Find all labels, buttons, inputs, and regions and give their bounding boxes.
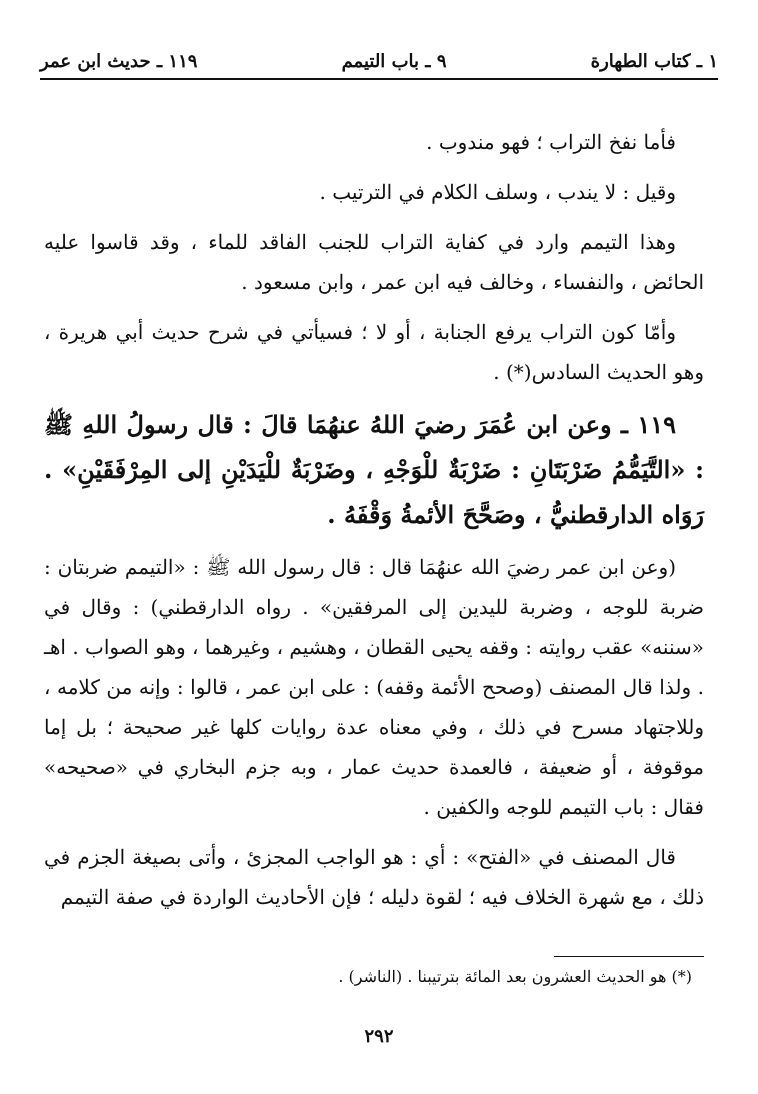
- paragraph: وأمّا كون التراب يرفع الجنابة ، أو لا ؛ فسيأتي في شرح حديث أبي هريرة ، وهو الحديث السادس(*) .: [44, 320, 704, 384]
- paragraph: وهذا التيمم وارد في كفاية التراب للجنب الفاقد للماء ، وقد قاسوا عليه الحائض ، والنفساء ، وخالف فيه ابن عمر ، وابن مسعود .: [44, 230, 704, 294]
- paragraph: فأما نفخ التراب ؛ فهو مندوب .: [426, 130, 676, 154]
- commentary-paragraph: (وعن ابن عمر رضيَ الله عنهُمَا قال : قال رسول الله ﷺ : «التيمم ضربتان : ضربة للوجه ، وضربة لليدين إلى المرفقين» . رواه الدارقطني) : وقال في «سننه» عقب روايته : وقفه يحيى القطان ، وهشيم ، وغيرهما ، وهو الصواب . اهـ . ولذا قال المصنف (وصحح الأئمة وقفه) : على ابن عمر ، قالوا : وإنه من كلامه ، وللاجتهاد مسرح في ذلك ، وفي معناه عدة روايات كلها غير صحيحة ؛ بل إما موقوفة ، أو ضعيفة ، فالعمدة حديث عمار ، وبه جزم البخاري في «صحيحه» فقال : باب التيمم للوجه والكفين .: [44, 555, 704, 819]
- commentary-paragraph: قال المصنف في «الفتح» : أي : هو الواجب المجزئ ، وأتى بصيغة الجزم في ذلك ، مع شهرة الخلاف فيه ؛ لقوة دليله ؛ فإن الأحاديث الواردة في صفة التيمم: [44, 845, 704, 909]
- running-header: [40, 44, 718, 80]
- hadith-text: ١١٩ ـ وعن ابن عُمَرَ رضيَ اللهُ عنهُمَا قالَ : قال رسولُ اللهِ ﷺ : «التَّيَمُّمُ ضَرْبَتَانِ : ضَرْبَةٌ للْوَجْهِ ، وضَرْبَةٌ للْيَدَيْنِ إلى المِرْفَقَيْنِ» . رَوَاه الدارقطنيُّ ، وصَحَّحَ الأئمةُ وَقْفَهُ .: [44, 410, 704, 529]
- footnote: (*) هو الحديث العشرون بعد المائة بترتيبنا . (الناشر) .: [338, 967, 692, 986]
- footnote-divider: [554, 956, 704, 957]
- header-chapter-title: ٩ ـ باب التيمم: [341, 50, 447, 72]
- body-text: [44, 122, 704, 927]
- page-number: ٢٩٢: [364, 1026, 394, 1047]
- header-book-title: ١ ـ كتاب الطهارة: [590, 50, 718, 72]
- paragraph: وقيل : لا يندب ، وسلف الكلام في الترتيب .: [319, 180, 676, 204]
- header-hadith-reference: ١١٩ ـ حديث ابن عمر: [40, 50, 198, 72]
